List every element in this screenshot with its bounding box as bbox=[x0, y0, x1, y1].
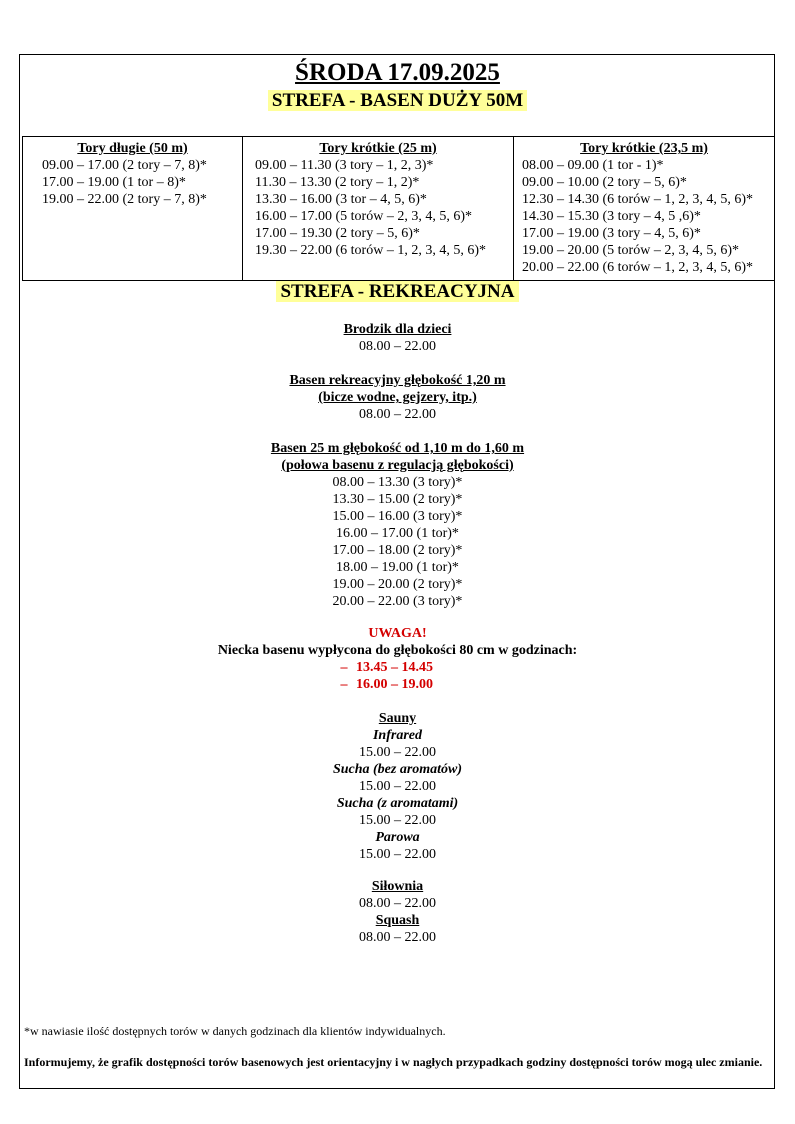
zone-recreation-heading bbox=[0, 280, 795, 304]
pool25-row: 20.00 – 22.00 (3 tory)* bbox=[332, 594, 463, 609]
long-lanes-column bbox=[23, 137, 243, 281]
info-note: Informujemy, że grafik dostępności torów basenowych jest orientacyjny i w nagłych przypadkach godziny dostępności torów mogą ulec zmianie. bbox=[24, 1055, 763, 1069]
pool25-row: 18.00 – 19.00 (1 tor)* bbox=[336, 560, 459, 575]
notice-label: UWAGA! bbox=[368, 626, 427, 641]
zone-big-pool-heading bbox=[0, 89, 795, 113]
short25-lanes-column bbox=[243, 137, 514, 281]
long-lanes-row: 19.00 – 22.00 (2 tory – 7, 8)* bbox=[42, 192, 207, 207]
rec-pool-hours: 08.00 – 22.00 bbox=[359, 407, 436, 422]
short235-lanes-row: 09.00 – 10.00 (2 tory – 5, 6)* bbox=[522, 175, 687, 190]
short235-lanes-row: 17.00 – 19.00 (3 tory – 4, 5, 6)* bbox=[522, 226, 701, 241]
pool25-subtitle: (połowa basenu z regulacją głębokości) bbox=[281, 458, 514, 473]
short235-lanes-row: 12.30 – 14.30 (6 torów – 1, 2, 3, 4, 5, 6)* bbox=[522, 192, 753, 207]
short25-lanes-row: 13.30 – 16.00 (3 tor – 4, 5, 6)* bbox=[255, 192, 427, 207]
pool25-row: 16.00 – 17.00 (1 tor)* bbox=[336, 526, 459, 541]
pool25-row: 17.00 – 18.00 (2 tory)* bbox=[332, 543, 463, 558]
saunas-title: Sauny bbox=[378, 711, 417, 726]
zone-recreation-label: STREFA - REKREACYJNA bbox=[276, 281, 518, 302]
sauna-hours: 15.00 – 22.00 bbox=[359, 847, 436, 862]
kids-pool-title: Brodzik dla dzieci bbox=[343, 322, 452, 337]
short25-lanes-row: 17.00 – 19.30 (2 tory – 5, 6)* bbox=[255, 226, 420, 241]
squash-title: Squash bbox=[375, 913, 420, 928]
sauna-name: Parowa bbox=[375, 830, 420, 845]
sauna-hours: 15.00 – 22.00 bbox=[359, 779, 436, 794]
long-lanes-row: 17.00 – 19.00 (1 tor – 8)* bbox=[42, 175, 186, 190]
sauna-hours: 15.00 – 22.00 bbox=[359, 813, 436, 828]
short235-lanes-column bbox=[514, 137, 775, 281]
rec-pool-subtitle: (bicze wodne, gejzery, itp.) bbox=[318, 390, 477, 405]
short25-lanes-row: 16.00 – 17.00 (5 torów – 2, 3, 4, 5, 6)* bbox=[255, 209, 472, 224]
gym-title: Siłownia bbox=[371, 879, 424, 894]
short235-lanes-heading: Tory krótkie (23,5 m) bbox=[580, 141, 708, 156]
notice-dash: – bbox=[340, 660, 348, 675]
footnote: *w nawiasie ilość dostępnych torów w danych godzinach dla klientów indywidualnych. bbox=[24, 1024, 446, 1038]
pool25-row: 08.00 – 13.30 (3 tory)* bbox=[332, 475, 463, 490]
pool25-row: 15.00 – 16.00 (3 tory)* bbox=[332, 509, 463, 524]
pool25-row: 13.30 – 15.00 (2 tory)* bbox=[332, 492, 463, 507]
short235-lanes-row: 08.00 – 09.00 (1 tor - 1)* bbox=[522, 158, 664, 173]
sauna-name: Infrared bbox=[372, 728, 422, 743]
sauna-hours: 15.00 – 22.00 bbox=[359, 745, 436, 760]
page-title: ŚRODA 17.09.2025 bbox=[295, 59, 500, 86]
sauna-name: Sucha (z aromatami) bbox=[336, 796, 459, 811]
notice-time-row bbox=[0, 659, 795, 676]
short235-lanes-row: 14.30 – 15.30 (3 tory – 4, 5 ,6)* bbox=[522, 209, 701, 224]
kids-pool-hours: 08.00 – 22.00 bbox=[359, 339, 436, 354]
sauna-name: Sucha (bez aromatów) bbox=[332, 762, 463, 777]
notice-dash: – bbox=[340, 677, 348, 692]
pool25-row: 19.00 – 20.00 (2 tory)* bbox=[332, 577, 463, 592]
notice-time: 16.00 – 19.00 bbox=[356, 677, 433, 692]
short25-lanes-row: 11.30 – 13.30 (2 tory – 1, 2)* bbox=[255, 175, 420, 190]
squash-hours: 08.00 – 22.00 bbox=[359, 930, 436, 945]
notice-text: Niecka basenu wypłycona do głębokości 80 cm w godzinach: bbox=[217, 643, 578, 658]
long-lanes-heading: Tory długie (50 m) bbox=[77, 141, 188, 156]
pool25-title: Basen 25 m głębokość od 1,10 m do 1,60 m bbox=[270, 441, 525, 456]
rec-pool-title: Basen rekreacyjny głębokość 1,20 m bbox=[289, 373, 506, 388]
short25-lanes-heading: Tory krótkie (25 m) bbox=[319, 141, 437, 156]
zone-big-pool-label: STREFA - BASEN DUŻY 50M bbox=[268, 90, 527, 111]
short25-lanes-row: 19.30 – 22.00 (6 torów – 1, 2, 3, 4, 5, 6)* bbox=[255, 243, 486, 258]
notice-time-row bbox=[0, 676, 795, 693]
notice-time: 13.45 – 14.45 bbox=[356, 660, 433, 675]
gym-hours: 08.00 – 22.00 bbox=[359, 896, 436, 911]
long-lanes-row: 09.00 – 17.00 (2 tory – 7, 8)* bbox=[42, 158, 207, 173]
short25-lanes-row: 09.00 – 11.30 (3 tory – 1, 2, 3)* bbox=[255, 158, 434, 173]
short235-lanes-row: 19.00 – 20.00 (5 torów – 2, 3, 4, 5, 6)* bbox=[522, 243, 739, 258]
short235-lanes-row: 20.00 – 22.00 (6 torów – 1, 2, 3, 4, 5, 6)* bbox=[522, 260, 753, 275]
lanes-table bbox=[22, 136, 775, 281]
